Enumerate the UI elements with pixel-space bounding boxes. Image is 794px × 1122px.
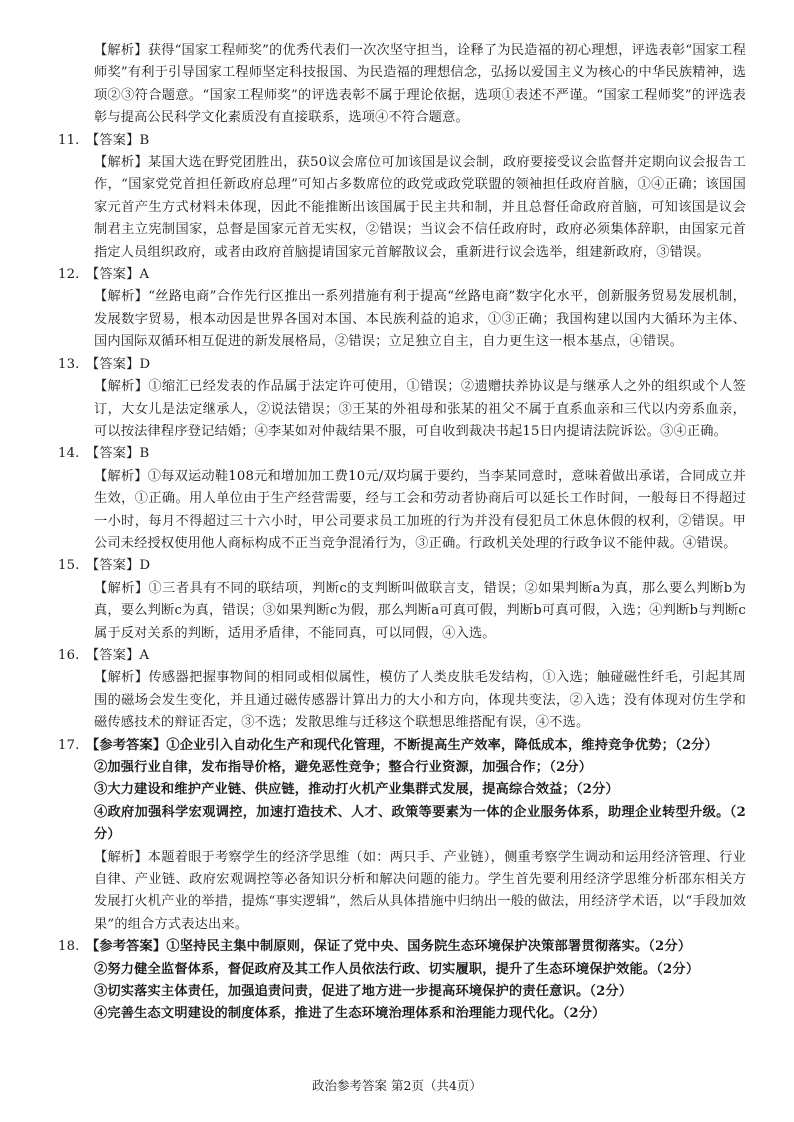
reference-answer-line: 【参考答案】①企业引入自动化生产和现代化管理，不断提高生产效率，降低成本，维持竞争优势；（2分） [86, 737, 718, 753]
reference-answer-line: 【参考答案】①坚持民主集中制原则，保证了党中央、国务院生态环境保护决策部署贯彻落实。（2分） [86, 939, 692, 955]
item-analysis: 【解析】某国大选在野党团胜出，获50议会席位可加该国是议会制，政府要接受议会监督并定期向议会报告工作，“国家党党首担任新政府总理”可知占多数席位的政党或政党联盟的领袖担任政府首脑，①④正确；该国国家元首产生方式材料未体现，因此不能推断出该国属于民主共和制，并且总督任命政府首脑，可知该国是议会制君主立宪制国家，总督是国家元首无实权，②错误；当议会不信任政府时，政府必须集体辞职，由国家元首指定人员组织政府，或者由政府首脑提请国家元首解散议会，重新进行议会选举，组建新政府，③错误。 [94, 155, 746, 260]
item-analysis: 【解析】本题着眼于考察学生的经济学思维（如：两只手、产业链），侧重考察学生调动和运用经济管理、行业自律、产业链、政府宏观调控等必备知识分析和解决问题的能力。学生首先要利用经济学思维分析邵东相关方发展打火机产业的举措，提炼“事实逻辑”，然后从具体措施中归纳出一般的做法，用经济学术语，以“手段加效果”的组合方式表达出来。 [94, 849, 746, 932]
item-number: 13. [58, 356, 80, 372]
item-answer: 【答案】B [86, 446, 150, 462]
item-11 [58, 130, 746, 264]
item-analysis: 【解析】传感器把握事物间的相同或相似属性，模仿了人类皮肤毛发结构，①入选；触碰磁性纤毛，引起其周围的磁场会发生变化，并且通过磁传感器计算出力的大小和方向，体现共变法，②入选；没有体现对仿生学和磁传感技术的辩证否定，③不选；发散思维与迁移这个联想思维搭配有误，④不选。 [94, 670, 746, 731]
reference-answer-line: ④政府加强科学宏观调控，加速打造技术、人才、政策等要素为一体的企业服务体系，助理企业转型升级。（2分） [94, 804, 746, 843]
item-answer: 【答案】A [86, 267, 150, 283]
reference-answer-line: ③大力建设和维护产业链、供应链，推动打火机产业集群式发展，提高综合效益；（2分） [94, 782, 619, 798]
item-number: 18. [58, 939, 80, 955]
item-12 [58, 264, 746, 354]
item-analysis: 【解析】“丝路电商”合作先行区推出一系列措施有利于提高“丝路电商”数字化水平，创新服务贸易发展机制，发展数字贸易，根本动因是世界各国对本国、本民族利益的追求，①③正确；我国构建以国内大循环为主体、国内国际双循环相互促进的新发展格局，②错误；立足独立自主，自力更生这一根本基点，④错误。 [94, 289, 746, 350]
item-analysis: 【解析】①每双运动鞋108元和增加加工费10元/双均属于要约，当李某同意时，意味着做出承诺，合同成立并生效，①正确。用人单位由于生产经营需要，经与工会和劳动者协商后可以延长工作时间，一般每日不得超过一小时，每月不得超过三十六小时，甲公司要求员工加班的行为并没有侵犯员工休息休假的权利，②错误。甲公司未经授权使用他人商标构成不正当竞争混淆行为，③正确。行政机关处理的行政争议不能仲裁。④错误。 [94, 468, 746, 551]
item-number: 11. [58, 132, 80, 148]
item-analysis: 【解析】①三者具有不同的联结项，判断c的支判断叫做联言支，错误；②如果判断a为真，那么要么判断b为真，要么判断c为真，错误；③如果判断c为假，那么判断a可真可假，判断b可真可假，入选；④判断b与判断c属于反对关系的判断，适用矛盾律，不能同真，可以同假，④入选。 [94, 580, 746, 641]
item-number: 15. [58, 558, 80, 574]
item-18 [58, 936, 746, 1026]
item-17 [58, 735, 746, 937]
item-13 [58, 354, 746, 444]
item-16 [58, 645, 746, 735]
item-15 [58, 555, 746, 645]
item-number: 12. [58, 267, 80, 283]
item-number: 16. [58, 647, 80, 663]
page-footer: 政治参考答案 第2页（共4页） [312, 1078, 482, 1093]
item-14 [58, 443, 746, 555]
item-answer: 【答案】B [86, 132, 150, 148]
item-analysis: 【解析】①缩汇已经发表的作品属于法定许可使用，①错误；②遗赠扶养协议是与继承人之外的组织或个人签订，大女儿是法定继承人，②说法错误；③王某的外祖母和张某的祖父不属于直系血亲和三代以内旁系血亲，可以按法律程序登记结婚；④李某如对仲裁结果不服，可自收到裁决书起15日内提请法院诉讼。③④正确。 [94, 379, 746, 439]
item-answer: 【答案】A [86, 647, 150, 663]
reference-answer-line: ②努力健全监督体系，督促政府及其工作人员依法行政、切实履职，提升了生态环境保护效能。（2分） [94, 961, 700, 977]
answer-sheet-page [58, 40, 746, 1026]
intro-analysis: 【解析】获得“国家工程师奖”的优秀代表们一次次坚守担当，诠释了为民造福的初心理想，评选表彰“国家工程师奖”有利于引导国家工程师坚定科技报国、为民造福的理想信念，弘扬以爱国主义为核心的中华民族精神，选项②③符合题意。“国家工程师奖”的评选表彰不属于理论依据，选项①表述不严谨。“国家工程师奖”的评选表彰与提高公民科学文化素质没有直接联系，选项④不符合题意。 [94, 43, 746, 126]
item-answer: 【答案】D [86, 356, 151, 372]
item-answer: 【答案】D [86, 558, 151, 574]
reference-answer-line: ③切实落实主体责任，加强追责问责，促进了地方进一步提高环境保护的责任意识。（2分） [94, 984, 633, 1000]
reference-answer-line: ②加强行业自律，发布指导价格，避免恶性竞争；整合行业资源，加强合作；（2分） [94, 760, 593, 775]
reference-answer-line: ④完善生态文明建设的制度体系，推进了生态环境治理体系和治理能力现代化。（2分） [94, 1006, 606, 1022]
item-number: 14. [58, 446, 80, 462]
item-number: 17. [58, 737, 80, 753]
